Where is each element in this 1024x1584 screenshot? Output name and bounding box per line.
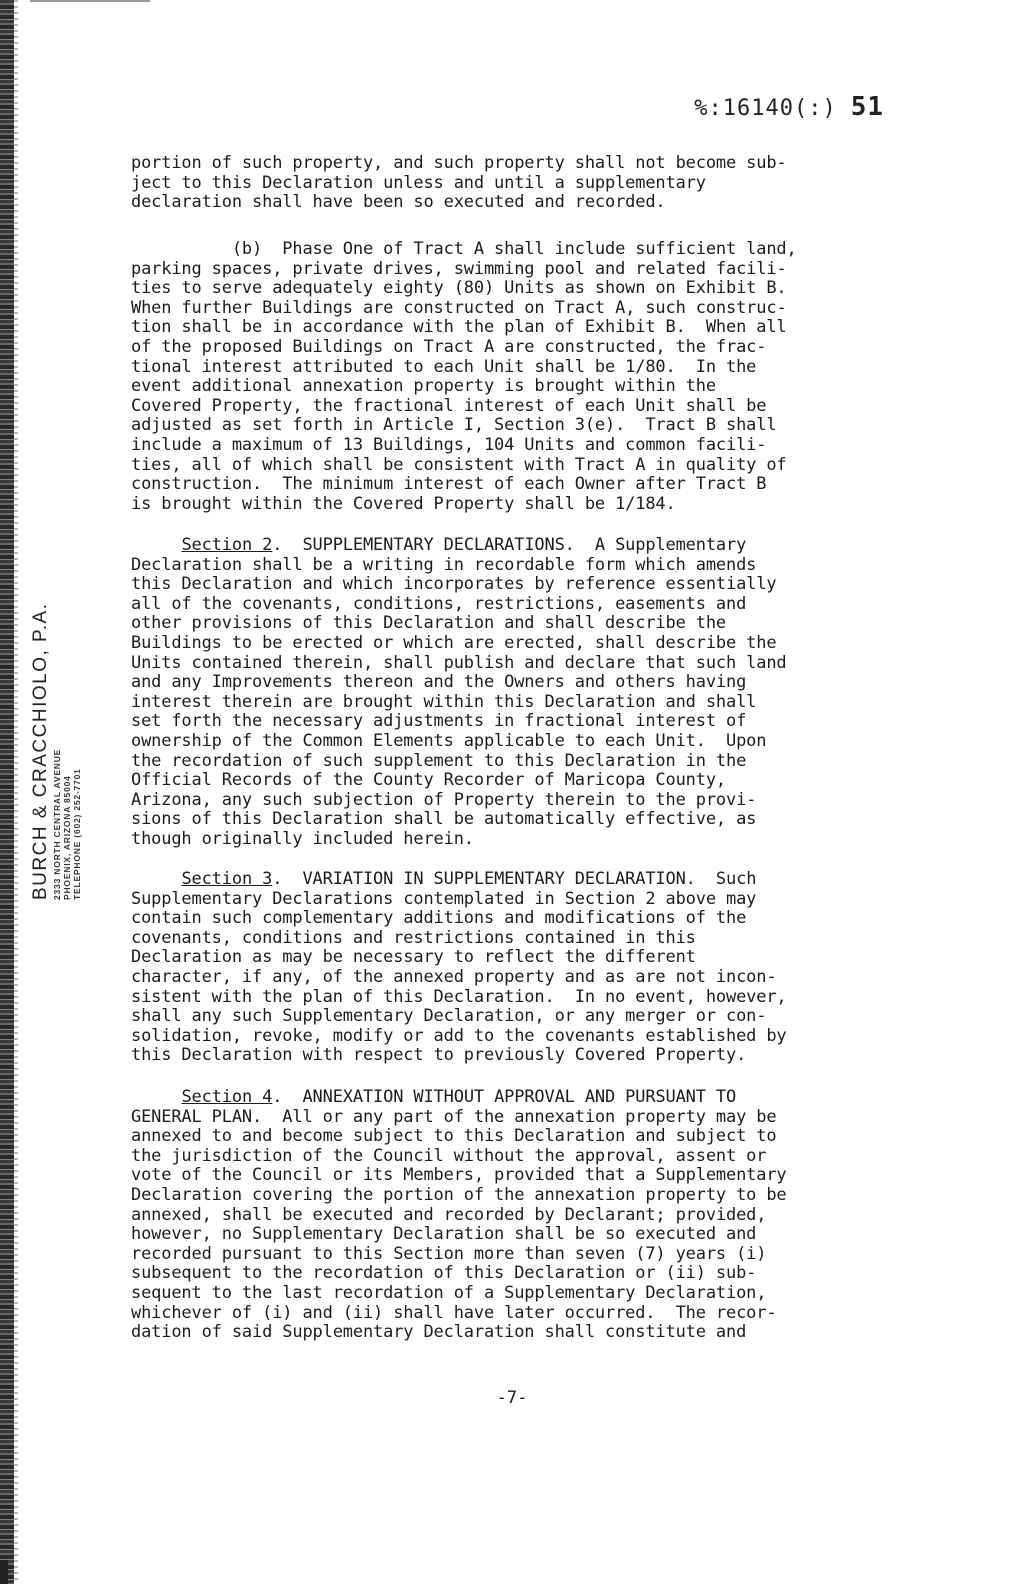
section-4-heading: Section 4 [181,1087,273,1107]
section-3-indent [131,869,181,889]
section-3-paragraph [131,870,911,1066]
firm-address: 2333 NORTH CENTRAL AVENUE [52,748,62,900]
section-3-body: . VARIATION IN SUPPLEMENTARY DECLARATION. Such Supplementary Declarations contemplated in Section 2 above may contain such complementary additions and modifications of the covenants, conditions and restrictions contained in this Declaration as may be necessary to reflect the different character, if any, of the annexed property and as are not incon- sistent with the plan of this Declaration. In no event, however, shall any such Supplementary Declaration, or any merger or con- solidation, revoke, modify or add to the covenants established by this Declaration with respect to previously Covered Property. [131,869,787,1066]
section-3-heading: Section 3 [181,869,273,889]
firm-letterhead-vertical [30,603,82,900]
recording-number [694,92,884,122]
firm-city: PHOENIX, ARIZONA 85004 [62,775,72,900]
firm-telephone: TELEPHONE (602) 252-7701 [72,768,82,900]
paragraph-phase-one: (b) Phase One of Tract A shall include sufficient land, parking spaces, private drives, swimming pool and related facili- ties to serve adequately eighty (80) Units as shown on Exhibit B. When further Buildings are constructed on Tract A, such construc- tion shall be in accordance with the plan of Exhibit B. When all of the proposed Buildings on Tract A are constructed, the frac- tional interest attributed to each Unit shall be 1/80. In the event additional annexation property is brought within the Covered Property, the fractional interest of each Unit shall be adjusted as set forth in Article I, Section 3(e). Tract B shall include a maximum of 13 Buildings, 104 Units and common facili- ties, all of which shall be consistent with Tract A in quality of construction. The minimum interest of each Owner after Tract B is brought within the Covered Property shall be 1/184. [131,239,797,514]
page-ref: 51 [850,92,884,122]
section-4-indent [131,1087,181,1107]
scan-edge-shadow [0,0,14,1584]
scan-speck [30,0,150,2]
page-footer-number: -7- [496,1388,528,1408]
scan-edge-texture [14,0,18,1584]
paragraph-continuation: portion of such property, and such property shall not become sub- ject to this Declaration unless and until a supplementary declaration shall have been so executed and recorded. [131,153,787,213]
section-2-paragraph [131,536,911,850]
doc-number: %:16140(:) [694,96,837,121]
section-4-paragraph [131,1088,911,1343]
section-2-indent [131,535,181,555]
section-2-body: . SUPPLEMENTARY DECLARATIONS. A Supplementary Declaration shall be a writing in recordable form which amends this Declaration and which incorporates by reference essentially all of the covenants, conditions, restrictions, easements and other provisions of this Declaration and shall describe the Buildings to be erected or which are erected, shall describe the Units contained therein, shall publish and declare that such land and any Improvements thereon and the Owners and others having interest therein are brought within this Declaration and shall set forth the necessary adjustments in fractional interest of ownership of the Common Elements applicable to each Unit. Upon the recordation of such supplement to this Declaration in the Official Records of the County Recorder of Maricopa County, Arizona, any such subjection of Property therein to the provi- sions of this Declaration shall be automatically effective, as though originally included herein. [131,535,787,849]
firm-name: BURCH & CRACCHIOLO, P.A. [30,602,51,900]
section-2-heading: Section 2 [181,535,273,555]
scan-corner-mark [0,1560,8,1584]
section-4-body: . ANNEXATION WITHOUT APPROVAL AND PURSUANT TO GENERAL PLAN. All or any part of the annexation property may be annexed to and become subject to this Declaration and subject to the jurisdiction of the Council without the approval, assent or vote of the Council or its Members, provided that a Supplementary Declaration covering the portion of the annexation property to be annexed, shall be executed and recorded by Declarant; provided, however, no Supplementary Declaration shall be so executed and recorded pursuant to this Section more than seven (7) years (i) subsequent to the recordation of this Declaration or (ii) sub- sequent to the last recordation of a Supplementary Declaration, whichever of (i) and (ii) shall have later occurred. The recor- dation of said Supplementary Declaration shall constitute and [131,1087,787,1343]
